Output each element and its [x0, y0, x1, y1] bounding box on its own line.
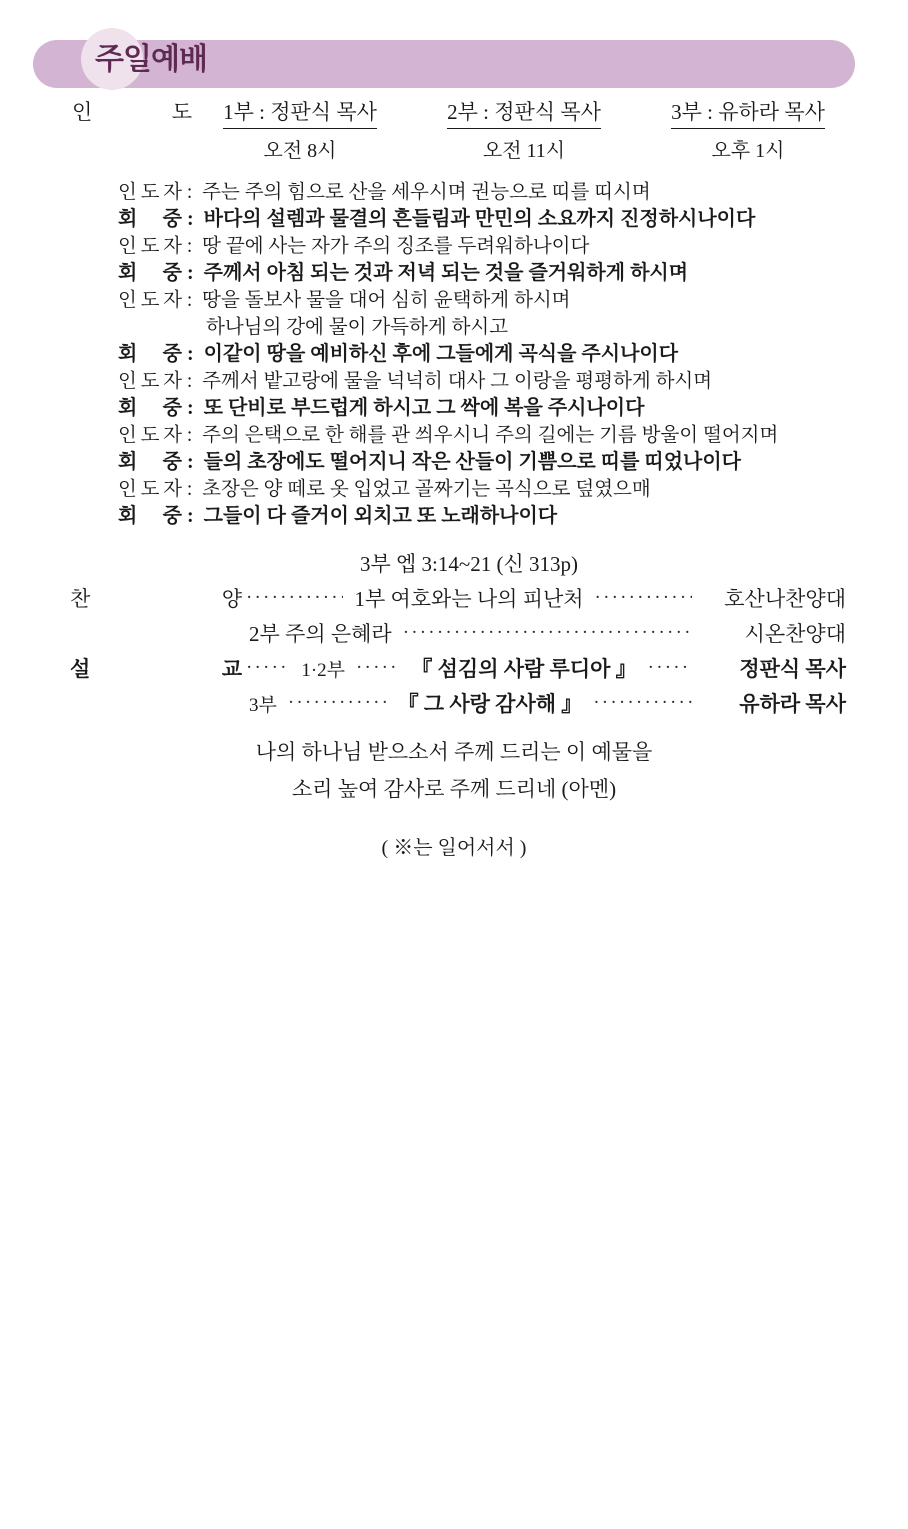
offering-verse-line: 소리 높여 감사로 주께 드리네 (아멘) — [291, 777, 617, 801]
speaker-char: 자 — [163, 479, 182, 500]
speaker-char: 도 — [140, 290, 160, 311]
responsive-speaker — [118, 206, 182, 233]
speaker-char: 회 — [118, 262, 138, 284]
leader-row-label — [72, 96, 204, 126]
responsive-colon: : — [182, 397, 199, 419]
speaker-char: 중 — [162, 505, 182, 527]
service-leader-row — [0, 96, 908, 163]
speaker-char: 중 — [162, 397, 182, 419]
order-label-char: 설 — [70, 657, 91, 681]
responsive-line-congregation — [118, 449, 908, 476]
responsive-text: 초장은 양 떼로 옷 입었고 골짜기는 곡식으로 덮였으매 — [202, 479, 651, 500]
responsive-colon: : — [182, 290, 198, 311]
responsive-text: 주의 은택으로 한 해를 관 씌우시니 주의 길에는 기름 방울이 떨어지며 — [202, 425, 779, 446]
responsive-colon: : — [182, 479, 198, 500]
responsive-colon: : — [182, 182, 198, 203]
speaker-char: 자 — [163, 371, 182, 392]
praise-choir: 시온찬양대 — [744, 622, 846, 646]
page-title: 주일예배 — [95, 42, 207, 77]
dot-leader-right — [403, 622, 692, 644]
order-label-char: 양 — [221, 587, 242, 611]
responsive-speaker — [118, 503, 182, 530]
responsive-colon: : — [182, 505, 199, 527]
responsive-speaker — [118, 449, 182, 476]
order-item-label — [70, 653, 242, 683]
praise-title: 2부 주의 은혜라 — [249, 622, 392, 646]
speaker-char: 도 — [140, 425, 160, 446]
leader-label-char: 도 — [171, 100, 192, 124]
service-entry-3 — [658, 96, 838, 163]
responsive-colon: : — [182, 208, 199, 230]
service-name: 3부 : 유하라 목사 — [671, 96, 825, 129]
worship-order-sheet — [0, 96, 908, 860]
responsive-colon: : — [182, 371, 198, 392]
responsive-line-leader — [118, 422, 908, 449]
sermon-service-prefix: 1·2부 — [301, 660, 346, 681]
sermon-section — [0, 653, 908, 723]
responsive-speaker — [118, 287, 182, 314]
speaker-char: 중 — [162, 208, 182, 230]
leader-label-char: 인 — [72, 100, 93, 124]
praise-row-second — [0, 618, 908, 653]
praise-choir: 호산나찬양대 — [724, 587, 846, 611]
responsive-line-leader — [118, 368, 908, 395]
speaker-char: 회 — [118, 343, 138, 365]
responsive-text: 그들이 다 즐거이 외치고 또 노래하나이다 — [203, 505, 558, 527]
dot-leader-left — [246, 657, 290, 679]
service-entry-1 — [210, 96, 390, 163]
responsive-line-congregation — [118, 341, 908, 368]
responsive-line-congregation — [118, 260, 908, 287]
responsive-text: 땅 끝에 사는 자가 주의 징조를 두려워하나이다 — [202, 236, 590, 257]
praise-section — [0, 583, 908, 653]
responsive-text: 땅을 돌보사 물을 대어 심히 윤택하게 하시며 — [202, 290, 571, 311]
responsive-speaker — [118, 476, 182, 503]
service-time: 오후 1시 — [711, 140, 785, 162]
service-entry-2 — [434, 96, 614, 163]
responsive-colon: : — [182, 425, 198, 446]
dot-leader-right — [593, 692, 692, 714]
dot-leader-mid — [288, 692, 387, 714]
sermon-row-second — [0, 688, 908, 723]
sermon-row-first — [0, 653, 908, 688]
responsive-colon: : — [182, 262, 199, 284]
sermon-service-prefix: 3부 — [249, 695, 277, 716]
responsive-speaker — [118, 341, 182, 368]
responsive-colon: : — [182, 236, 198, 257]
sermon-preacher: 유하라 목사 — [739, 692, 846, 716]
service-name: 2부 : 정판식 목사 — [447, 96, 601, 129]
order-label-char: 교 — [221, 657, 242, 681]
dot-leader-left — [246, 587, 343, 609]
speaker-char: 회 — [118, 397, 138, 419]
responsive-line-congregation — [118, 503, 908, 530]
speaker-char: 중 — [162, 262, 182, 284]
responsive-text: 바다의 설렘과 물결의 흔들림과 만민의 소요까지 진정하시나이다 — [203, 208, 756, 230]
responsive-speaker — [118, 179, 182, 206]
responsive-speaker — [118, 395, 182, 422]
responsive-line-leader — [118, 233, 908, 260]
responsive-text-continuation: 하나님의 강에 물이 가득하게 하시고 — [206, 317, 509, 338]
responsive-speaker — [118, 422, 182, 449]
speaker-char: 중 — [162, 451, 182, 473]
responsive-speaker — [118, 368, 182, 395]
order-item-label — [70, 583, 242, 613]
speaker-char: 도 — [140, 371, 160, 392]
dot-leader-mid — [356, 657, 400, 679]
responsive-speaker — [118, 260, 182, 287]
speaker-char: 자 — [163, 182, 182, 203]
speaker-char: 도 — [140, 236, 160, 257]
responsive-text: 주께서 밭고랑에 물을 넉넉히 대사 그 이랑을 평평하게 하시며 — [202, 371, 713, 392]
responsive-text: 또 단비로 부드럽게 하시고 그 싹에 복을 주시나이다 — [203, 397, 645, 419]
responsive-line-leader — [118, 287, 908, 314]
service-time: 오전 11시 — [482, 140, 566, 162]
responsive-colon: : — [182, 343, 199, 365]
speaker-char: 인 — [118, 236, 137, 257]
scripture-continuation-row — [0, 548, 908, 583]
speaker-char: 인 — [118, 290, 137, 311]
responsive-text: 이같이 땅을 예비하신 후에 그들에게 곡식을 주시나이다 — [203, 343, 679, 365]
sermon-title: 『 그 사랑 감사해 』 — [397, 692, 583, 716]
speaker-char: 도 — [140, 479, 160, 500]
sermon-preacher: 정판식 목사 — [739, 657, 847, 681]
speaker-char: 자 — [163, 425, 182, 446]
speaker-char: 자 — [163, 236, 182, 257]
scripture-continuation-text: 3부 엡 3:14~21 (신 313p) — [359, 552, 579, 576]
praise-title: 1부 여호와는 나의 피난처 — [354, 587, 584, 611]
praise-row-first — [0, 583, 908, 618]
standing-footnote: ( ※는 일어서서 ) — [381, 837, 527, 859]
service-name: 1부 : 정판식 목사 — [223, 96, 377, 129]
sermon-title: 『 섬김의 사람 루디아 』 — [411, 657, 637, 681]
responsive-line-congregation — [118, 206, 908, 233]
page-header-banner — [33, 28, 855, 90]
speaker-char: 인 — [118, 425, 137, 446]
offering-verse-line: 나의 하나님 받으소서 주께 드리는 이 예물을 — [255, 740, 653, 764]
responsive-line-leader — [118, 179, 908, 206]
speaker-char: 인 — [118, 371, 137, 392]
speaker-char: 자 — [163, 290, 182, 311]
order-label-char: 찬 — [70, 587, 91, 611]
dot-leader-right — [648, 657, 692, 679]
speaker-char: 인 — [118, 479, 137, 500]
responsive-colon: : — [182, 451, 199, 473]
speaker-char: 도 — [140, 182, 160, 203]
service-list — [204, 96, 838, 163]
offering-verse-block — [0, 735, 908, 809]
responsive-text: 주께서 아침 되는 것과 저녁 되는 것을 즐거워하게 하시며 — [203, 262, 689, 284]
responsive-reading-block — [0, 175, 908, 536]
speaker-char: 회 — [118, 451, 138, 473]
dot-leader-right — [595, 587, 692, 609]
responsive-line-leader — [118, 476, 908, 503]
speaker-char: 회 — [118, 505, 138, 527]
service-time: 오전 8시 — [263, 140, 337, 162]
responsive-text: 주는 주의 힘으로 산을 세우시며 권능으로 띠를 띠시며 — [202, 182, 651, 203]
speaker-char: 인 — [118, 182, 137, 203]
responsive-text: 들의 초장에도 떨어지니 작은 산들이 기쁨으로 띠를 띠었나이다 — [203, 451, 741, 473]
responsive-speaker — [118, 233, 182, 260]
speaker-char: 회 — [118, 208, 138, 230]
speaker-char: 중 — [162, 343, 182, 365]
responsive-line-congregation — [118, 395, 908, 422]
